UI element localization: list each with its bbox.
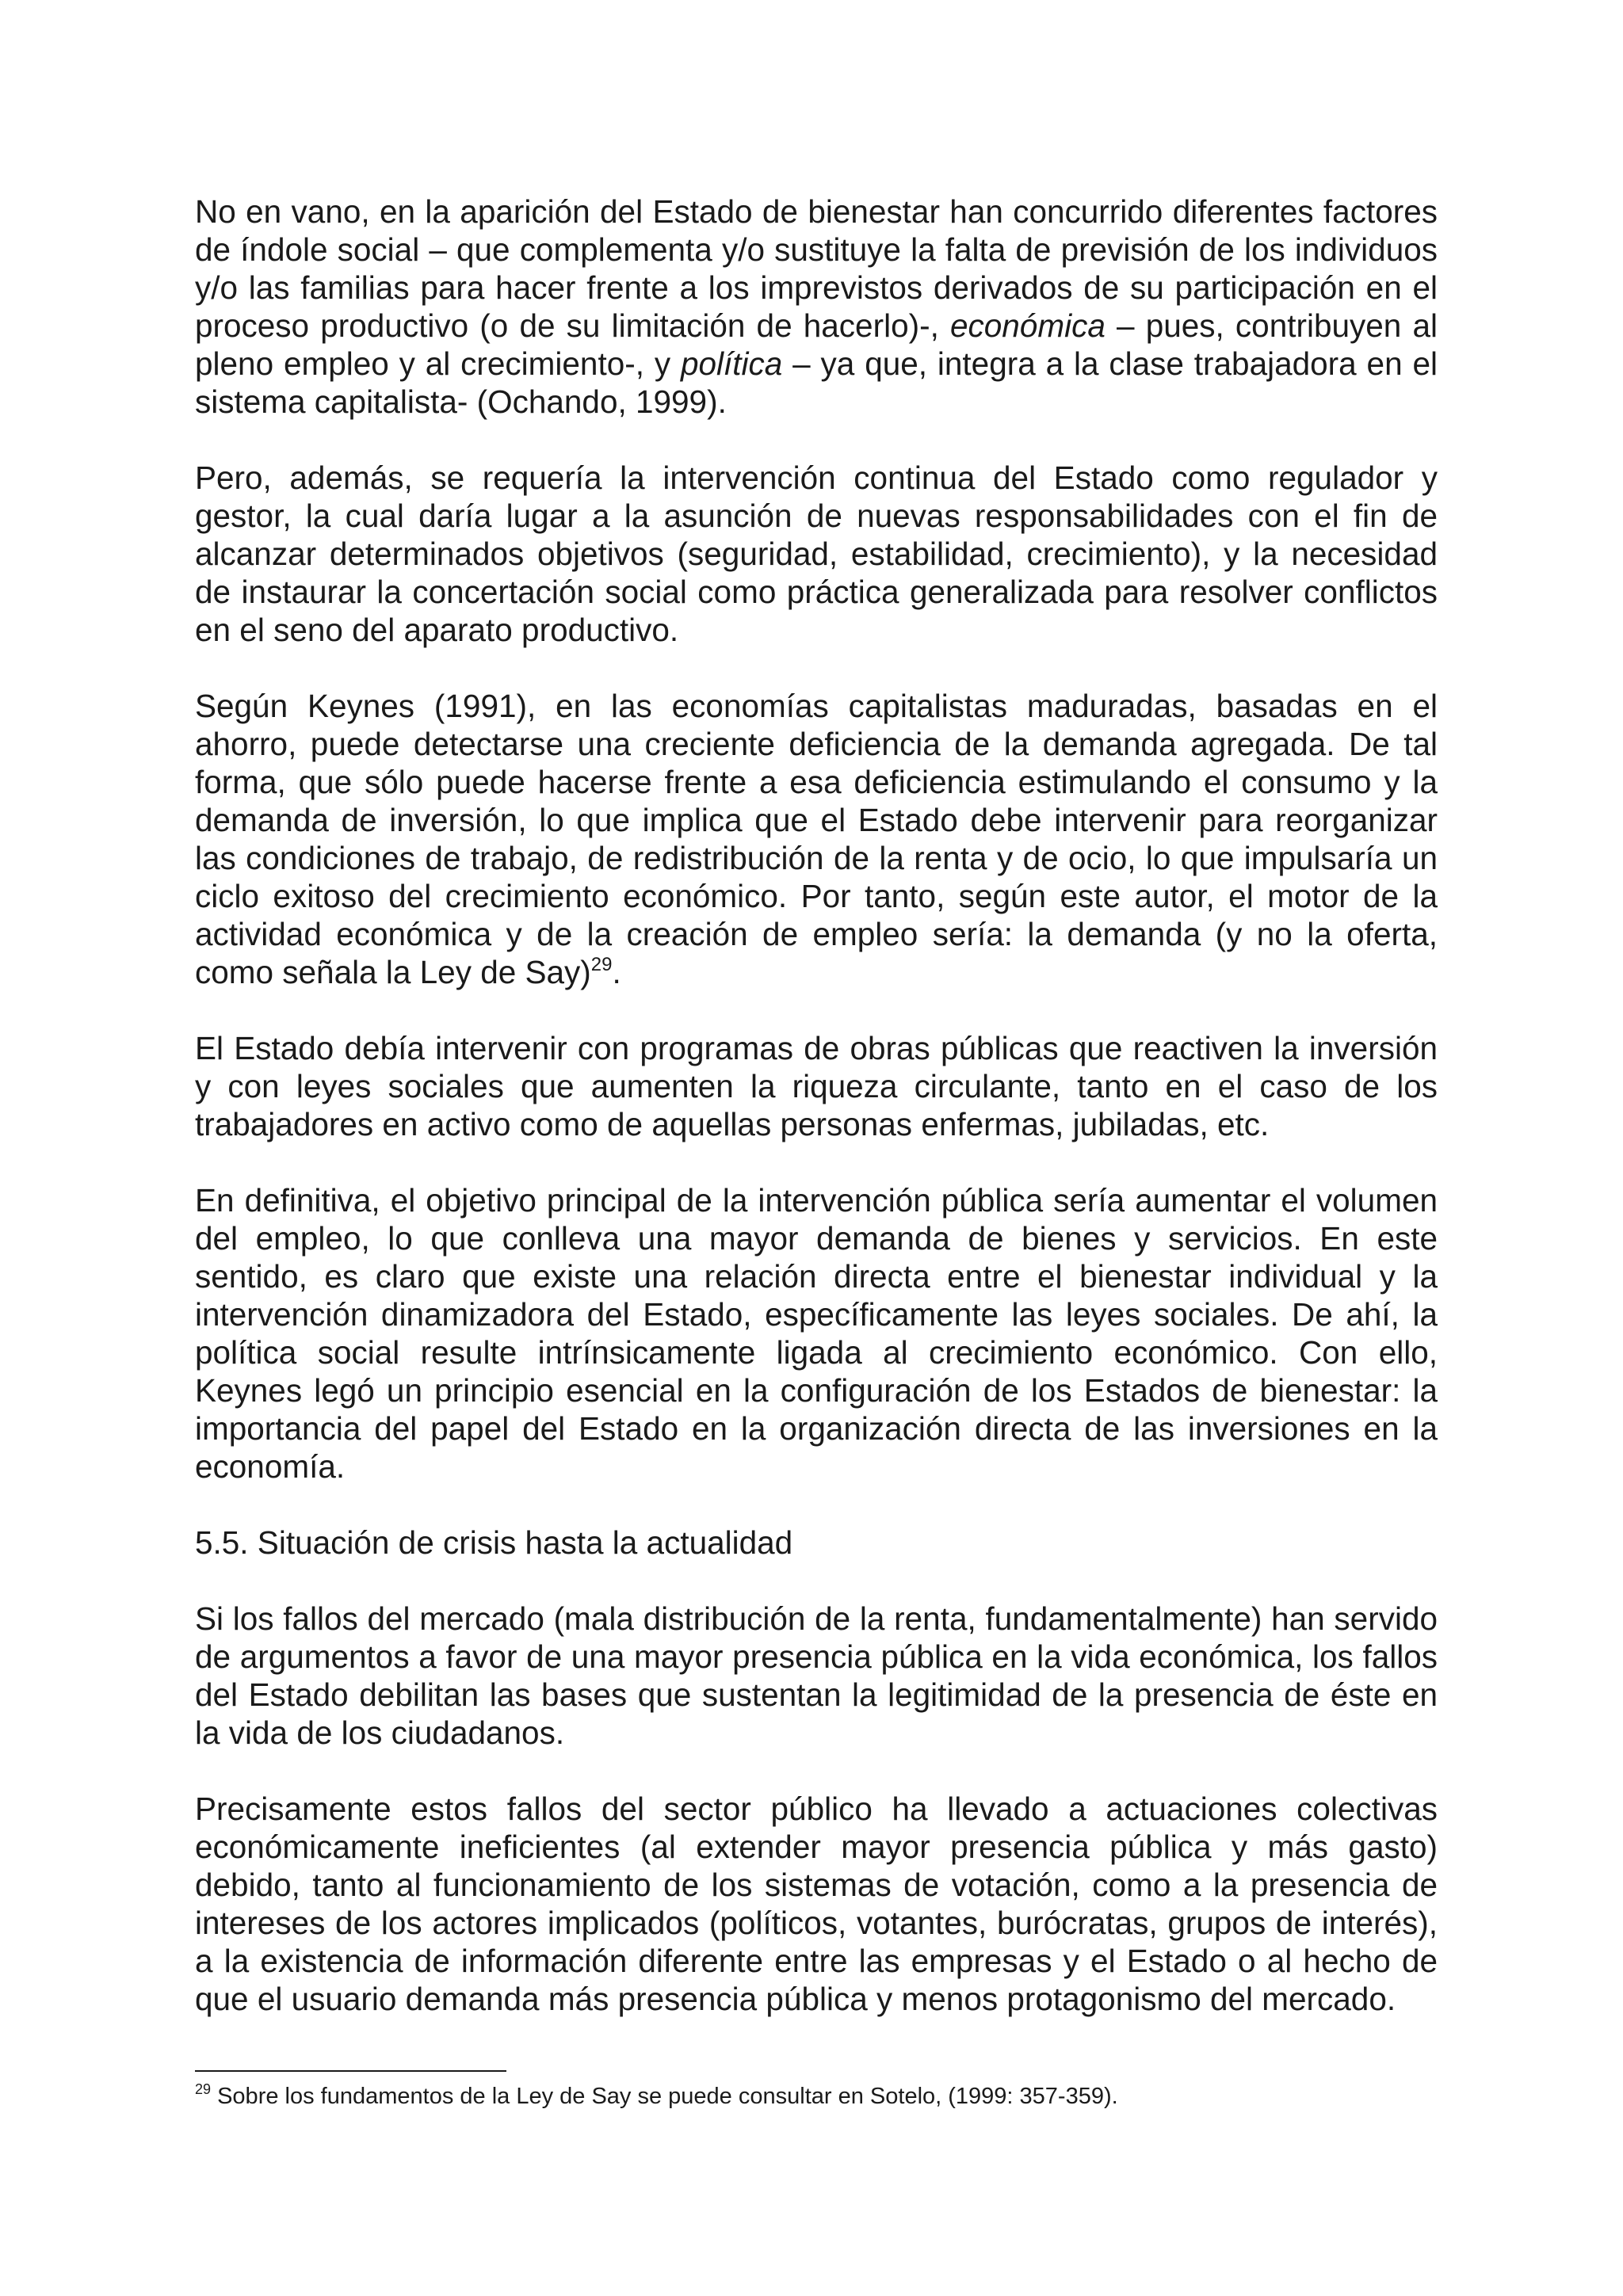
footnote-number: 29 (195, 2081, 212, 2097)
paragraph-4: El Estado debía intervenir con programas de obras públicas que reactiven la inversión y con leyes sociales que aumenten la riqueza circulante, tanto en el caso de los trabajadores en activo como de aquellas personas enfermas, jubiladas, etc. (195, 1030, 1438, 1142)
paragraph-1-text-3: – ya que, integra a la clase trabajadora en el sistema capitalista- (Ochando, 1999). (195, 345, 1438, 420)
body-text (195, 193, 1438, 2018)
footnote-reference-29[interactable]: 29 (590, 954, 613, 975)
paragraph-3 (195, 687, 1438, 991)
footnote-29 (195, 2082, 1438, 2111)
paragraph-3-end: . (612, 954, 621, 990)
section-heading: 5.5. Situación de crisis hasta la actualidad (195, 1524, 793, 1561)
paragraph-7: Precisamente estos fallos del sector público ha llevado a actuaciones colectivas económicamente ineficientes (al extender mayor presencia pública y más gasto) debido, tanto al funcionamiento de los sistemas de votación, como a la presencia de intereses de los actores implicados (políticos, votantes, burócratas, grupos de interés), a la existencia de información diferente entre las empresas y el Estado o al hecho de que el usuario demanda más presencia pública y menos protagonismo del mercado. (195, 1791, 1438, 2017)
italic-economica: económica (949, 307, 1106, 344)
paragraph-2: Pero, además, se requería la intervención continua del Estado como regulador y gestor, la cual daría lugar a la asunción de nuevas responsabilidades con el fin de alcanzar determinados objetivos (seguridad, estabilidad, crecimiento), y la necesidad de instaurar la concertación social como práctica generalizada para resolver conflictos en el seno del aparato productivo. (195, 460, 1438, 648)
paragraph-1-text: No en vano, en la aparición del Estado de bienestar han concurrido diferentes factores de índole social – que complementa y/o sustituye la falta de previsión de los individuos y/o las familias para hacer frente a los imprevistos derivados de su participación en el proceso productivo (o de su limitación de hacerlo)-, (195, 193, 1438, 344)
paragraph-1 (195, 193, 1438, 421)
footnote-separator (195, 2070, 506, 2072)
footnote-text: Sobre los fundamentos de la Ley de Say se puede consultar en Sotelo, (1999: 357-359). (211, 2084, 1118, 2109)
paragraph-5: En definitiva, el objetivo principal de la intervención pública sería aumentar el volumen del empleo, lo que conlleva una mayor demanda de bienes y servicios. En este sentido, es claro que existe una relación directa entre el bienestar individual y la intervención dinamizadora del Estado, específicamente las leyes sociales. De ahí, la política social resulte intrínsicamente ligada al crecimiento económico. Con ello, Keynes legó un principio esencial en la configuración de los Estados de bienestar: la importancia del papel del Estado en la organización directa de las inversiones en la economía. (195, 1182, 1438, 1485)
italic-politica: política (680, 345, 783, 382)
paragraph-6: Si los fallos del mercado (mala distribución de la renta, fundamentalmente) han servido de argumentos a favor de una mayor presencia pública en la vida económica, los fallos del Estado debilitan las bases que sustentan la legitimidad de la presencia de éste en la vida de los ciudadanos. (195, 1600, 1438, 1751)
paragraph-1-text-2: – pues, contribuyen al pleno empleo y al crecimiento-, y (195, 307, 1438, 382)
paragraph-3-text: Según Keynes (1991), en las economías capitalistas maduradas, basadas en el ahorro, puede detectarse una creciente deficiencia de la demanda agregada. De tal forma, que sólo puede hacerse frente a esa deficiencia estimulando el consumo y la demanda de inversión, lo que implica que el Estado debe intervenir para reorganizar las condiciones de trabajo, de redistribución de la renta y de ocio, lo que impulsaría un ciclo exitoso del crecimiento económico. Por tanto, según este autor, el motor de la actividad económica y de la creación de empleo sería: la demanda (y no la oferta, como señala la Ley de Say) (195, 688, 1438, 990)
